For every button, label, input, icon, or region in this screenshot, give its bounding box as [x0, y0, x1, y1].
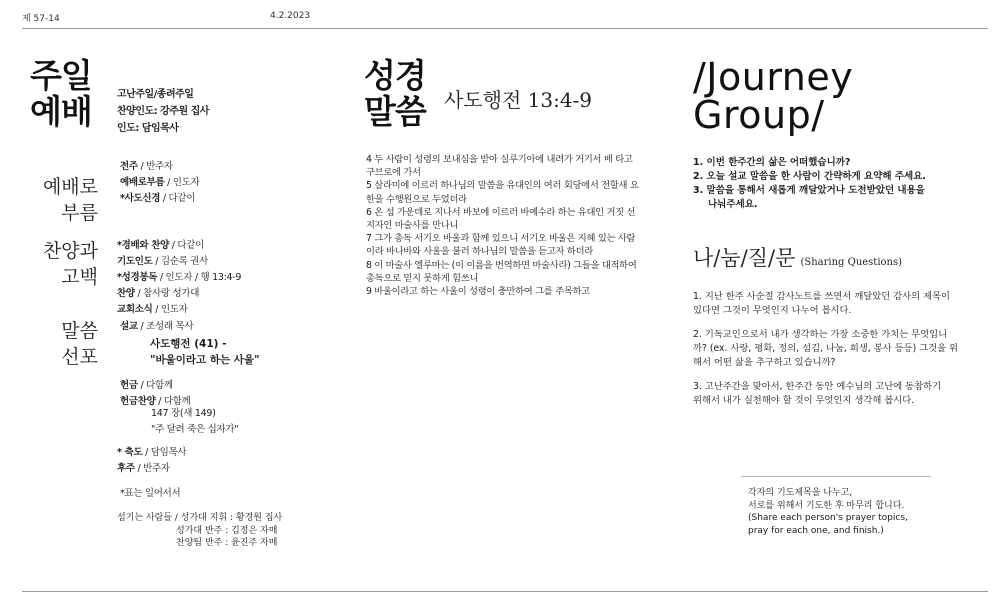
servant-name: 김정은 자매	[231, 525, 278, 536]
order-item: 교회소식 / 인도자	[117, 304, 188, 315]
sharing-question	[693, 328, 983, 370]
order-item: *경배와 찬양 / 다같이	[117, 240, 205, 251]
servants-label: 섬기는 사람들 /	[117, 513, 181, 523]
verse: 8 이 마술사 엘루마는 (이 이름을 번역하면 마술사라) 그들을 대적하여 총독으로 믿지 못하게 힘쓰니	[366, 259, 637, 284]
closing-line: pray for each one, and finish.)	[748, 525, 884, 536]
order-item: 찬양 / 참사랑 성가대	[117, 288, 200, 299]
journey-question: 1. 이번 한주간의 삶은 어떠했습니까?	[693, 157, 851, 168]
worship-info	[117, 86, 209, 137]
journey-question: 나눠주세요.	[708, 199, 758, 210]
sharing-subtitle: (Sharing Questions)	[800, 257, 903, 268]
worship-info-line: 인도: 담임목사	[117, 123, 179, 134]
sharing-questions	[693, 290, 983, 408]
offering-hymn	[151, 406, 238, 438]
closing-line: 각자의 기도제목을 나누고,	[748, 488, 853, 498]
servant-role: 성가대 지휘	[180, 513, 228, 523]
verse: 9 바울이라고 하는 사울이 성령이 충만하여 그를 주목하고	[366, 286, 590, 298]
sharing-question-line: 1. 지난 한주 사순절 감사노트를 쓰면서 깨달았던 감사의 제목이	[693, 291, 951, 302]
journey-question: 3. 말씀을 통해서 새롭게 깨달았거나 도전받았던 내용을	[693, 185, 925, 196]
scripture-title-line2: 말씀	[364, 92, 426, 131]
scripture-title	[364, 58, 426, 130]
worship-title	[30, 58, 92, 130]
praise-items	[117, 238, 241, 318]
section-heading-call	[22, 174, 98, 226]
journey-title	[693, 55, 854, 137]
scripture-title-line1: 성경	[364, 56, 426, 95]
verse: 5 살라미에 이르러 하나님의 말씀을 유대인의 여러 회당에서 전할새 요한을 수행원으로 두었더라	[366, 180, 639, 205]
order-item: * 축도 / 담임목사	[117, 447, 187, 458]
bulletin-date: 4.2.2023	[270, 11, 311, 21]
section-heading-line: 찬양과	[42, 240, 98, 262]
verse: 6 온 섬 가운데로 지나서 바보에 이르러 바예수라 하는 유대인 거짓 선지자인 마술사를 만나니	[366, 206, 636, 232]
sharing-title: 나/눔/질/문	[693, 246, 796, 270]
sermon-item: 설교 / 조성래 목사	[120, 321, 194, 332]
sermon-title-line: 사도행전 (41) -	[150, 338, 227, 350]
servant-role: 찬양팀 반주	[176, 538, 223, 548]
sharing-question	[693, 290, 983, 318]
sharing-question-line: 해서 어떤 삶을 추구하고 있습니까?	[693, 357, 836, 368]
journey-title-line1: /Journey	[693, 55, 854, 99]
closing-items	[117, 445, 186, 477]
worship-title-line1: 주일	[30, 56, 92, 95]
standing-note: *표는 일어서서	[120, 488, 181, 499]
servant-name: 윤진주 자매	[231, 538, 278, 548]
order-item: 기도인도 / 김순록 권사	[117, 256, 208, 267]
order-item: *사도신경 / 다같이	[120, 193, 196, 204]
order-item: 전주 / 반주자	[120, 161, 173, 172]
closing-divider	[741, 476, 931, 477]
journey-title-line2: Group/	[693, 93, 825, 137]
sharing-question-line: 까? (ex. 사랑, 평화, 정의, 섬김, 나눔, 희생, 봉사 등등) 그것을 위	[693, 343, 959, 354]
sharing-question-line: 위해서 내가 실천해야 할 것이 무엇인지 생각해 봅시다.	[693, 395, 915, 406]
order-item: 헌금 / 다함께	[120, 380, 173, 391]
section-heading-line: 선포	[61, 346, 98, 368]
closing-line: 서로를 위해서 기도한 후 마무리 합니다.	[748, 500, 905, 511]
scripture-verses	[366, 153, 642, 298]
journey-question: 2. 오늘 설교 말씀을 한 사람이 간략하게 요약해 주세요.	[693, 171, 927, 182]
order-item: 헌금찬양 / 다함께	[120, 396, 191, 407]
verse: 7 그가 총독 서기오 바울과 함께 있으니 서기오 바울은 지혜 있는 사람이라 바나바와 사울을 불러 하나님의 말씀을 듣고자 하더라	[366, 233, 636, 258]
worship-title-line2: 예배	[30, 92, 92, 131]
top-rule	[22, 28, 988, 29]
section-heading-line: 말씀	[61, 320, 98, 342]
order-item: *성경봉독 / 인도자 / 행 13:4-9	[117, 272, 242, 283]
servant-name: 황경원 집사	[235, 513, 283, 523]
section-heading-line: 부름	[61, 202, 98, 224]
call-items	[120, 159, 199, 207]
journey-questions	[693, 156, 993, 212]
sharing-question	[693, 380, 983, 408]
hymn-number: 147 장(새 149)	[151, 408, 216, 419]
order-item: 후주 / 반주자	[117, 463, 170, 474]
section-heading-praise	[22, 238, 98, 290]
worship-info-line: 고난주일/종려주일	[117, 89, 194, 100]
sharing-question-line: 3. 고난주간을 맞아서, 한주간 동안 예수님의 고난에 동참하기	[693, 381, 942, 392]
sharing-header	[693, 242, 902, 272]
hymn-title: "주 달려 죽은 십자가"	[151, 424, 239, 435]
sermon-title	[150, 336, 260, 368]
sharing-question-line: 2. 기독교인으로서 내가 생각하는 가장 소중한 가치는 무엇입니	[693, 329, 948, 340]
servant-role: 성가대 반주	[176, 525, 223, 536]
verse: 4 두 사람이 성령의 보내심을 받아 실루기아에 내려가 거기서 배 타고 구브로에 가서	[366, 154, 633, 179]
closing-instruction	[748, 487, 908, 537]
sharing-question-line: 있다면 그것이 무엇인지 나누어 봅시다.	[693, 305, 852, 316]
section-heading-word	[22, 318, 98, 370]
issue-number: 제 57-14	[22, 14, 60, 24]
section-heading-line: 고백	[61, 266, 98, 288]
order-item: 예배로부름 / 인도자	[120, 177, 200, 188]
sermon-title-line: "바울이라고 하는 사울"	[150, 354, 260, 366]
scripture-reference: 사도행전 13:4-9	[444, 88, 593, 112]
worship-info-line: 찬양인도: 강주원 집사	[117, 106, 209, 117]
closing-line: (Share each person's prayer topics,	[748, 513, 908, 523]
section-heading-line: 예배로	[42, 176, 98, 198]
bottom-rule	[22, 591, 988, 592]
servants-credits: 섬기는 사람들 / 성가대 지휘 : 황경원 집사 성가대 반주 : 김정은 자매 찬양팀 반주 : 윤진주 자매	[117, 513, 283, 548]
